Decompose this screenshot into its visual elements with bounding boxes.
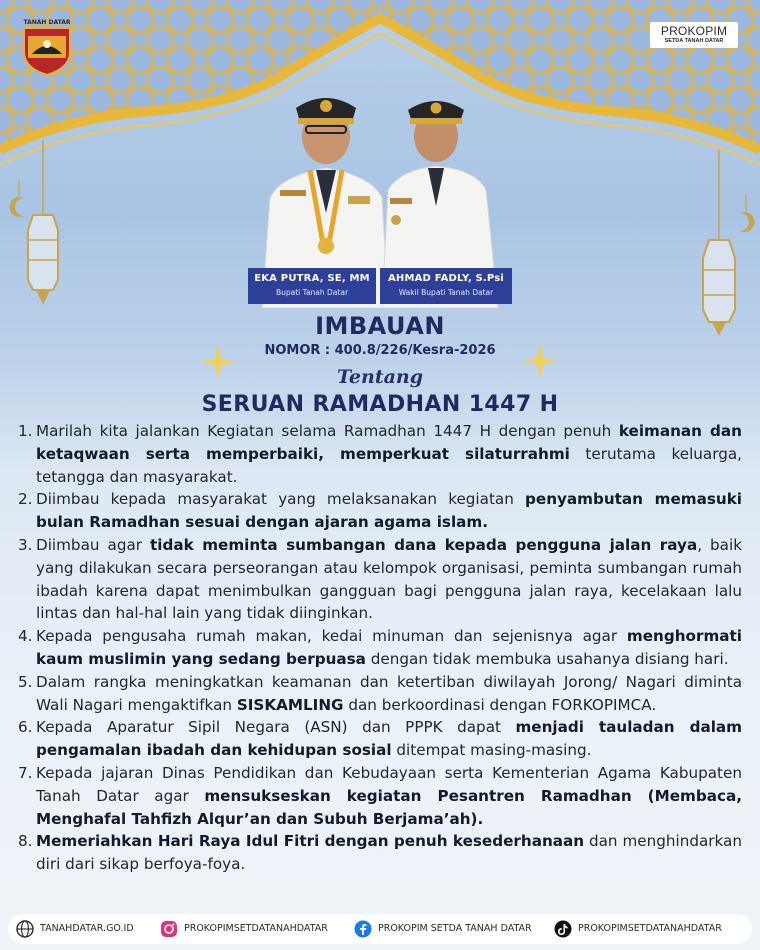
tiktok-icon <box>554 920 572 938</box>
sparkle-icon <box>522 343 558 379</box>
item-text: , baik yang dilakukan secara perseorangan atau kelompok organisasi, peminta sumbangan rumah ibadah karena dapat menimbulkan gangguan bagi pengguna jalan raya, kecelakaan lalu lintas dan hal-hal lain yang tidak diinginkan. <box>36 535 743 623</box>
footer-website-label: TANAHDATAR.GO.ID <box>40 923 134 934</box>
prokopim-main: PROKOPIM <box>660 24 728 38</box>
item-text: ditempat masing-masing. <box>391 741 592 760</box>
crescent-icon <box>732 195 760 235</box>
item-text: Dalam rangka meningkatkan keamanan dan ketertiban diwilayah Jorong/ Nagari diminta Wali Nagari mengaktifkan <box>36 672 742 714</box>
official-left-nameplate <box>248 268 376 304</box>
official-left-name: EKA PUTRA, SE, MM <box>254 273 370 284</box>
item-number: 5. <box>18 672 33 691</box>
social-footer-bar <box>8 914 752 944</box>
announcement-title: IMBAUAN <box>315 312 445 340</box>
crescent-icon <box>4 180 34 220</box>
imbauan-item <box>18 625 742 671</box>
imbauan-item <box>18 488 742 534</box>
official-left-position: Bupati Tanah Datar <box>275 288 349 297</box>
item-text: Kepada Aparatur Sipil Negara (ASN) dan PPPK dapat <box>36 718 516 737</box>
instagram-icon <box>160 920 178 938</box>
item-text: dan berkoordinasi dengan FORKOPIMCA. <box>343 695 657 714</box>
item-number: 3. <box>18 535 33 554</box>
globe-icon <box>16 920 34 938</box>
imbauan-item <box>18 671 742 717</box>
imbauan-item <box>18 830 742 876</box>
item-text: Diimbau agar <box>36 535 151 554</box>
item-number: 7. <box>18 763 33 782</box>
item-emphasis-text: menghormati kaum muslimin yang sedang berpuasa <box>36 627 742 668</box>
imbauan-items-list <box>18 420 742 876</box>
item-text: Diimbau kepada masyarakat yang melaksanakan kegiatan <box>36 490 526 509</box>
imbauan-item <box>18 716 742 762</box>
item-emphasis-text: SISKAMLING <box>236 695 344 714</box>
item-text: Kepada jajaran Dinas Pendidikan dan Kebudayaan serta Kementerian Agama Kabupaten Tanah Datar agar <box>36 763 742 805</box>
imbauan-item <box>18 420 742 488</box>
official-right-nameplate <box>380 268 512 304</box>
logo-title: TANAH DATAR <box>23 19 71 26</box>
official-right-name: AHMAD FADLY, S.Psi <box>387 273 505 284</box>
item-emphasis-text: mensukseskan kegiatan Pesantren Ramadhan (Membaca, Menghafal Tahfizh Alqur’an dan Subuh Berjama’ah). <box>36 786 742 828</box>
item-text: Kepada pengusaha rumah makan, kedai minuman dan sejenisnya agar <box>36 627 627 646</box>
item-number: 8. <box>18 832 33 851</box>
announcement-tentang: Tentang <box>336 366 424 388</box>
announcement-number: NOMOR : 400.8/226/Kesra-2026 <box>264 343 496 358</box>
prokopim-sub: SETDA TANAH DATAR <box>664 38 724 44</box>
item-emphasis-text: Memeriahkan Hari Raya Idul Fitri dengan penuh kesederhanaan <box>36 832 585 851</box>
imbauan-item <box>18 762 742 830</box>
announcement-subject: SERUAN RAMADHAN 1447 H <box>201 392 559 417</box>
item-number: 2. <box>18 490 33 509</box>
footer-instagram-label: PROKOPIMSETDATANAHDATAR <box>184 923 328 934</box>
lantern-icon <box>18 140 68 310</box>
shield-logo-icon <box>20 18 74 76</box>
item-text: Marilah kita jalankan Kegiatan selama Ramadhan 1447 H dengan penuh <box>36 422 619 440</box>
imbauan-item <box>18 534 742 625</box>
item-emphasis-text: keimanan dan ketaqwaan serta memperbaiki, memperkuat silaturrahmi <box>36 422 742 463</box>
item-text: dan menghindarkan diri dari sikap berfoya-foya. <box>36 832 742 874</box>
prokopim-badge <box>650 22 738 48</box>
facebook-icon <box>354 920 372 938</box>
item-emphasis-text: penyambutan memasuki bulan Ramadhan sesuai dengan ajaran agama islam. <box>36 490 742 532</box>
item-number: 6. <box>18 718 33 737</box>
item-emphasis-text: menjadi tauladan dalam pengamalan ibadah dan kehidupan sosial <box>36 718 742 760</box>
item-text: terutama keluarga, tetangga dan masyarakat. <box>36 444 742 486</box>
footer-tiktok-label: PROKOPIMSETDATANAHDATAR <box>578 923 722 934</box>
footer-facebook-label: PROKOPIM SETDA TANAH DATAR <box>378 923 532 934</box>
item-number: 1. <box>18 422 33 440</box>
item-text: dengan tidak membuka usahanya disiang hari. <box>365 649 729 668</box>
item-emphasis-text: tidak meminta sumbangan dana kepada pengguna jalan raya <box>150 535 698 554</box>
sparkle-icon <box>200 344 236 380</box>
official-right-position: Wakil Bupati Tanah Datar <box>398 288 494 297</box>
item-number: 4. <box>18 627 33 646</box>
